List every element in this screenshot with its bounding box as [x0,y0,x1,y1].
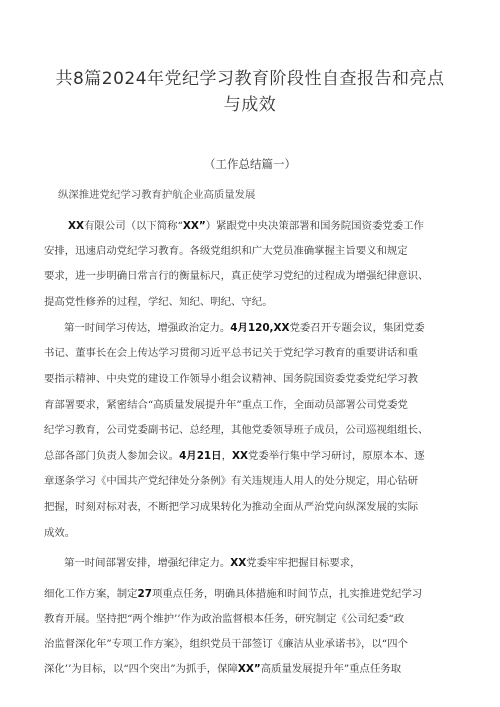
paragraph-line: 把握，时刻对标对表，不断把学习成果转化为推动全面从严治党向纵深发展的实际 [44,501,419,513]
document-title-line2: 与成效 [223,95,277,115]
text-span: ）紧跟党中央决策部署和国务院国资委党委工作 [205,220,424,232]
paragraph-line: 育部署要求，紧密结合“高质量发展提升年”重点工作，全面动员部署公司党委党 [44,399,408,411]
paragraph-line: 治监督深化年”专项工作方案》，组织党员干部签订《廉洁从业承诺书》，以“四个 [44,638,408,650]
paragraph-line [64,556,361,570]
paragraph-line: 要指示精神、中央党的建设工作领导小组会议精神、国务院国资委党委党纪学习教 [44,373,419,385]
bold-text: XX [231,450,248,462]
bold-text: 4月21日 [179,450,222,462]
bold-text: XX” [237,663,261,675]
text-span: 党委召开专题会议，集团党委 [289,322,425,334]
text-span: 项重点任务，明确具体措施和时间节点，扎实推进党纪学习 [151,588,423,600]
text-span: 党委牢牢把握目标要求， [246,557,361,569]
text-span: 高质量发展提升年”重点任务取 [260,663,402,675]
paragraph-line: 要求，进一步明确日常言行的衡量标尺，真正使学习党纪的过程成为增强纪律意识、 [44,270,429,282]
bold-text: XX [230,557,247,569]
text-span: ， [221,450,232,462]
text-span: 第一时间部署安排，增强纪律定力。 [64,557,231,569]
paragraph-line [68,219,424,233]
paragraph-line [64,321,425,335]
paragraph-line [44,449,425,463]
paragraph-line: 教育开展。坚持把“两个维护’’作为政治监督根本任务，研究制定《公司纪委“政 [44,613,405,625]
paragraph-line: 提高党性修养的过程，学纪、知纪、明纪、守纪。 [44,296,273,308]
bold-text: XX” [182,220,206,232]
text-span: 党委举行集中学习研讨，原原本本、逐 [247,450,425,462]
paragraph-line: 书记、董事长在会上传达学习贯彻习近平总书记关于党纪学习教育的重要讲话和重 [44,347,419,359]
bold-text: 4月120,XX [230,322,290,334]
paragraph-line [44,587,422,601]
text-span: 细化工作方案，制定 [44,588,138,600]
paragraph-line [44,662,401,676]
text-span: 有限公司（以下简称“ [84,220,183,232]
bold-text: XX [68,220,85,232]
paragraph-line: 章逐条学习《中国共产党纪律处分条例》有关违规违人用人的处分规定，用心钻研 [44,475,419,487]
subheading: 纵深推进党纪学习教育护航企业高质量发展 [58,189,256,201]
bold-text: 27 [137,588,152,600]
text-span: 第一时间学习传达，增强政治定力。 [64,322,231,334]
paragraph-line: 成效。 [44,527,76,539]
document-title-line1: 共8篇2024年党纪学习教育阶段性自查报告和亮点 [55,69,445,89]
text-span: 总部各部门负责人参加会议。 [44,450,180,462]
paragraph-line: 安排，迅速启动党纪学习教育。各级党组织和广大党员准确掌握主旨要义和规定 [44,245,408,257]
text-span: 深化’’为目标，以“四个突出”为抓手，保障 [44,663,238,675]
paragraph-line: 纪学习教育，公司党委副书记、总经理，其他党委领导班子成员，公司巡视组组长、 [44,424,429,436]
section-heading: （工作总结篇一） [204,157,296,171]
